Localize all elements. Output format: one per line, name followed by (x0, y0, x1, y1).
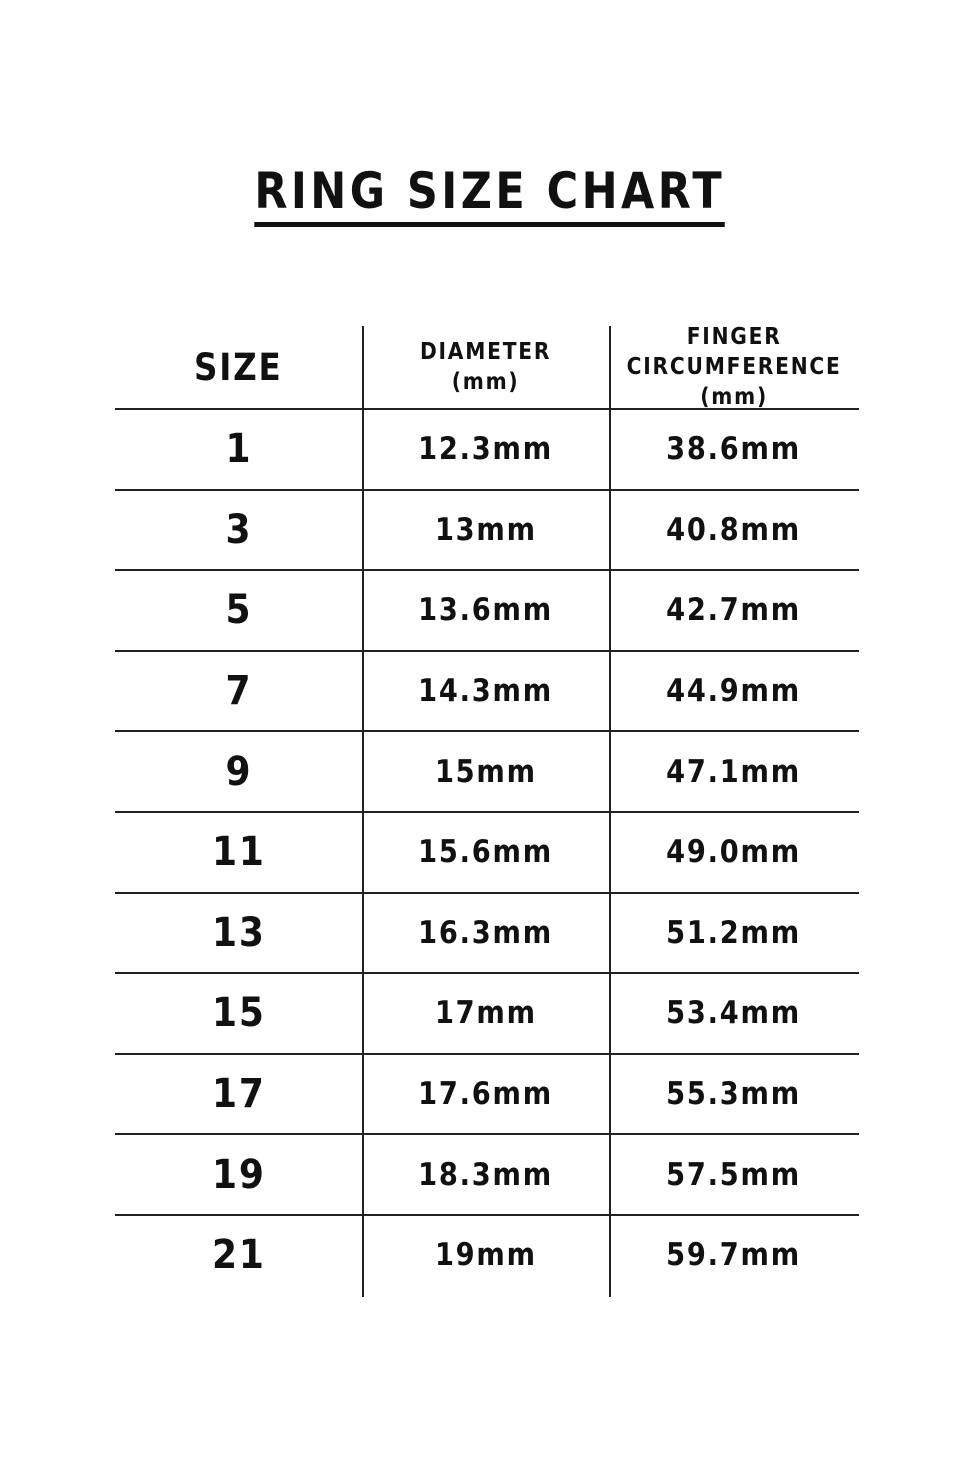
diameter-value: 17.6mm (418, 1076, 553, 1113)
size-value: 19 (211, 1151, 266, 1198)
header-diameter-cell (362, 326, 609, 408)
size-value: 15 (211, 990, 266, 1037)
circumference-value: 38.6mm (666, 431, 802, 468)
circumference-value: 47.1mm (666, 753, 802, 790)
circumference-cell (609, 732, 859, 811)
circumference-cell (609, 491, 859, 570)
circumference-value: 40.8mm (666, 511, 802, 548)
size-cell (115, 491, 362, 570)
circumference-value: 51.2mm (666, 914, 802, 951)
circumference-cell (609, 571, 859, 650)
circumference-cell (609, 894, 859, 973)
circumference-value: 44.9mm (666, 673, 802, 710)
table-row (115, 1216, 859, 1295)
table-row (115, 1135, 859, 1216)
diameter-cell (362, 813, 609, 892)
table-row (115, 571, 859, 652)
diameter-value: 18.3mm (418, 1156, 553, 1193)
size-value: 1 (225, 426, 252, 473)
diameter-cell (362, 1135, 609, 1214)
ring-size-table (115, 326, 859, 1295)
circumference-value: 57.5mm (666, 1156, 802, 1193)
diameter-value: 12.3mm (418, 431, 553, 468)
size-cell (115, 571, 362, 650)
header-circumference-line1: FINGER (686, 324, 782, 350)
header-circumference-cell (609, 326, 859, 408)
circumference-cell (609, 974, 859, 1053)
size-cell (115, 1216, 362, 1295)
diameter-cell (362, 652, 609, 731)
diameter-value: 13.6mm (418, 592, 553, 629)
size-cell (115, 894, 362, 973)
size-cell (115, 732, 362, 811)
circumference-value: 53.4mm (666, 995, 802, 1032)
table-row (115, 974, 859, 1055)
header-circumference-unit: (mm) (700, 384, 768, 410)
diameter-value: 19mm (434, 1237, 537, 1274)
table-row (115, 732, 859, 813)
size-cell (115, 813, 362, 892)
diameter-cell (362, 894, 609, 973)
circumference-cell (609, 1216, 859, 1295)
size-value: 11 (211, 829, 266, 876)
size-value: 13 (211, 909, 266, 956)
size-cell (115, 974, 362, 1053)
chart-title: RING SIZE CHART (255, 162, 726, 227)
size-value: 21 (211, 1232, 266, 1279)
circumference-cell (609, 410, 859, 489)
diameter-cell (362, 732, 609, 811)
diameter-value: 16.3mm (418, 914, 553, 951)
circumference-value: 49.0mm (666, 834, 802, 871)
size-value: 17 (211, 1071, 266, 1118)
header-size: SIZE (194, 345, 283, 389)
diameter-cell (362, 571, 609, 650)
table-row (115, 410, 859, 491)
circumference-cell (609, 813, 859, 892)
table-row (115, 813, 859, 894)
table-row (115, 1055, 859, 1136)
diameter-value: 15.6mm (418, 834, 553, 871)
diameter-cell (362, 1216, 609, 1295)
table-row (115, 491, 859, 572)
header-circumference (627, 322, 842, 412)
diameter-cell (362, 1055, 609, 1134)
size-cell (115, 1135, 362, 1214)
diameter-value: 13mm (434, 511, 537, 548)
circumference-cell (609, 652, 859, 731)
header-diameter-label: DIAMETER (419, 339, 552, 365)
header-diameter-unit: (mm) (451, 369, 520, 395)
circumference-cell (609, 1135, 859, 1214)
header-size-cell (115, 326, 362, 408)
diameter-cell (362, 491, 609, 570)
chart-title-wrapper (0, 162, 980, 227)
size-value: 3 (225, 506, 252, 553)
circumference-value: 42.7mm (666, 592, 802, 629)
size-cell (115, 410, 362, 489)
size-value: 7 (225, 668, 252, 715)
size-cell (115, 652, 362, 731)
diameter-value: 17mm (434, 995, 537, 1032)
size-cell (115, 1055, 362, 1134)
diameter-value: 14.3mm (418, 673, 553, 710)
diameter-value: 15mm (434, 753, 537, 790)
header-circumference-line2: CIRCUMFERENCE (626, 354, 842, 380)
diameter-cell (362, 410, 609, 489)
table-header (115, 326, 859, 410)
diameter-cell (362, 974, 609, 1053)
table-row (115, 894, 859, 975)
header-diameter (420, 337, 551, 397)
size-value: 9 (225, 748, 252, 795)
table-row (115, 652, 859, 733)
circumference-value: 55.3mm (666, 1076, 802, 1113)
circumference-cell (609, 1055, 859, 1134)
circumference-value: 59.7mm (666, 1237, 802, 1274)
size-value: 5 (225, 587, 252, 634)
